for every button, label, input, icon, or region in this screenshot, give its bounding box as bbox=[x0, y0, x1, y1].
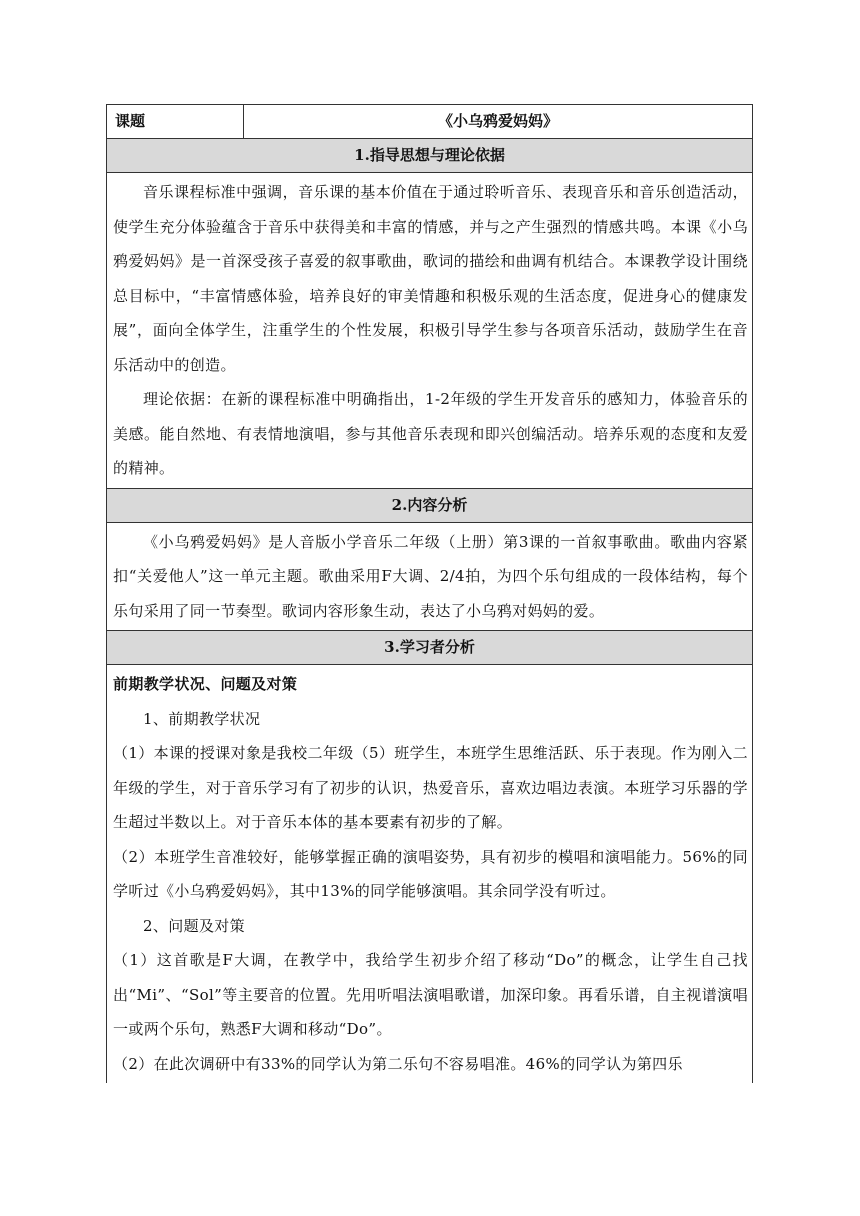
lesson-plan-table bbox=[106, 104, 753, 1083]
paragraph: （2）本班学生音准较好，能够掌握正确的演唱姿势，具有初步的模唱和演唱能力。56%的同学听过《小乌鸦爱妈妈》，其中13%的同学能够演唱。其余同学没有听过。 bbox=[113, 847, 748, 900]
paragraph: （1）本课的授课对象是我校二年级（5）班学生，本班学生思维活跃、乐于表现。作为刚入二年级的学生，对于音乐学习有了初步的认识，热爱音乐，喜欢边唱边表演。本班学习乐器的学生超过半数以上。对于音乐本体的基本要素有初步的了解。 bbox=[113, 744, 748, 831]
topic-label: 课题 bbox=[107, 105, 244, 139]
header-row bbox=[107, 105, 753, 139]
section-heading-content-analysis: 2.内容分析 bbox=[107, 488, 753, 522]
subheading: 前期教学状况、问题及对策 bbox=[113, 675, 298, 693]
paragraph: 音乐课程标准中强调，音乐课的基本价值在于通过聆听音乐、表现音乐和音乐创造活动，使学生充分体验蕴含于音乐中获得美和丰富的情感，并与之产生强烈的情感共鸣。本课《小乌鸦爱妈妈》是一首深受孩子喜爱的叙事歌曲，歌词的描绘和曲调有机结合。本课教学设计围绕总目标中，“丰富情感体验，培养良好的审美情趣和积极乐观的生活态度，促进身心的健康发展”，面向全体学生，注重学生的个性发展，积极引导学生参与各项音乐活动，鼓励学生在音乐活动中的创造。 bbox=[113, 183, 748, 374]
section-heading-guiding-ideas: 1.指导思想与理论依据 bbox=[107, 139, 753, 173]
paragraph: 《小乌鸦爱妈妈》是人音版小学音乐二年级（上册）第3课的一首叙事歌曲。歌曲内容紧扣“关爱他人”这一单元主题。歌曲采用F大调、2/4拍，为四个乐句组成的一段体结构，每个乐句采用了同一节奏型。歌词内容形象生动，表达了小乌鸦对妈妈的爱。 bbox=[113, 532, 748, 620]
item-title: 1、前期教学状况 bbox=[143, 709, 261, 728]
section-body-guiding-ideas bbox=[107, 173, 753, 489]
truncated-line bbox=[113, 1047, 748, 1081]
section-body-content-analysis bbox=[107, 522, 753, 631]
paragraph: （2）在此次调研中有33%的同学认为第二乐句不容易唱准。46%的同学认为第四乐 bbox=[113, 1054, 683, 1073]
paragraph: 理论依据：在新的课程标准中明确指出，1-2年级的学生开发音乐的感知力，体验音乐的美感。能自然地、有表情地演唱，参与其他音乐表现和即兴创编活动。培养乐观的态度和友爱的精神。 bbox=[113, 390, 748, 477]
lesson-title: 《小乌鸦爱妈妈》 bbox=[244, 105, 753, 139]
section-heading-learner-analysis: 3.学习者分析 bbox=[107, 631, 753, 665]
section-body-learner-analysis bbox=[107, 665, 753, 1083]
item-title: 2、问题及对策 bbox=[143, 916, 245, 935]
paragraph: （1）这首歌是F大调，在教学中，我给学生初步介绍了移动“Do”的概念，让学生自己找出“Mi”、“Sol”等主要音的位置。先用听唱法演唱歌谱，加深印象。再看乐谱，自主视谱演唱一或两个乐句，熟悉F大调和移动“Do”。 bbox=[113, 951, 749, 1038]
